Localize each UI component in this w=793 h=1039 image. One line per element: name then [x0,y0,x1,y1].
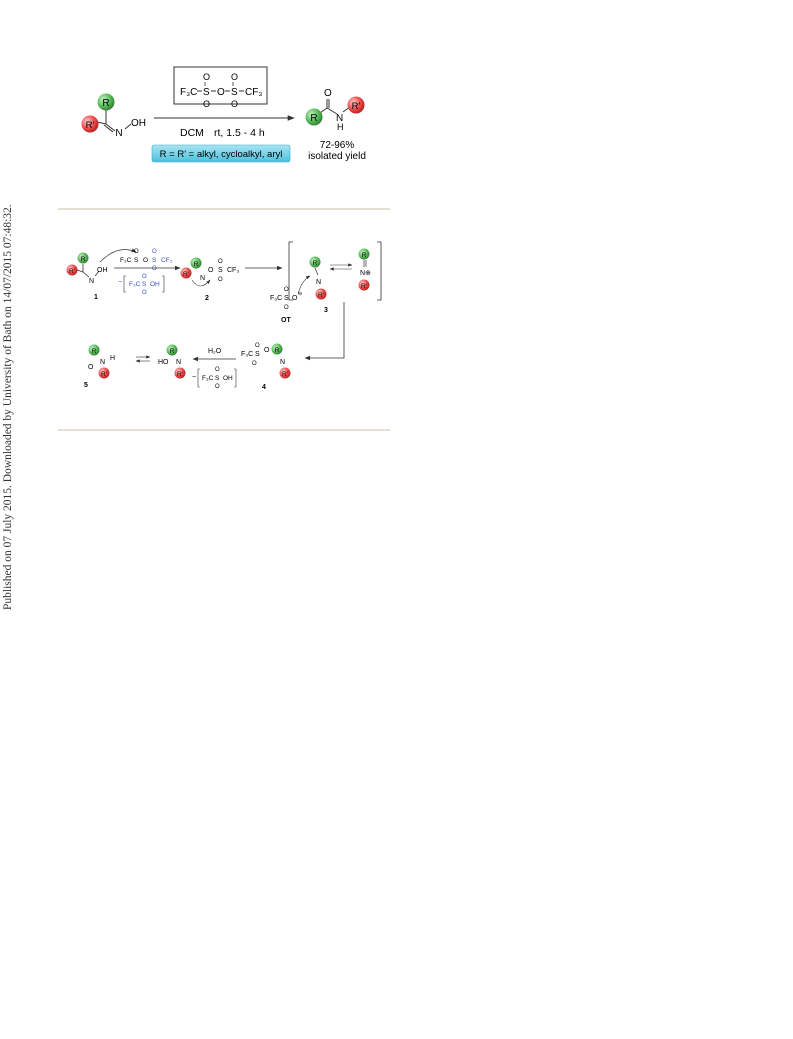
svg-text:N: N [316,279,322,286]
svg-text:R': R' [282,371,288,378]
n-label: N [115,128,123,139]
svg-text:S: S [231,87,238,98]
r-prime-label: R' [85,120,95,131]
label-2: 2 [205,295,209,302]
svg-text:S: S [203,87,210,98]
compound-2 [181,258,240,303]
svg-text:O: O [142,274,147,280]
svg-text:F₃C: F₃C [270,295,283,302]
svg-text:O: O [215,384,220,390]
svg-text:R: R [193,261,199,268]
svg-text:R': R' [101,371,107,378]
solvent-label: DCM [180,127,204,139]
svg-text:S: S [218,267,223,274]
product-h-label: H [337,122,344,132]
svg-text:R': R' [69,268,75,275]
reagent-box [174,67,267,104]
svg-text:R: R [169,348,175,355]
svg-text:S: S [215,375,220,382]
svg-text:R: R [361,252,367,259]
scheme2-mechanism [67,242,382,391]
svg-text:F₃C: F₃C [241,351,254,358]
scope-text: R = R' = alkyl, cycloalkyl, aryl [159,149,283,160]
svg-text:R': R' [351,101,361,112]
compound-4 [241,343,291,391]
svg-text:O: O [134,249,139,255]
svg-text:O: O [284,305,289,311]
svg-text:R': R' [183,271,189,278]
svg-text:O: O [88,364,94,371]
svg-text:HO: HO [158,359,169,366]
r-label: R [102,98,110,109]
byproduct-tfoh-2 [192,367,236,390]
svg-text:H: H [110,355,116,362]
svg-text:O: O [218,277,223,283]
svg-text:−: − [118,279,123,286]
svg-text:N: N [89,278,95,285]
label-4: 4 [262,384,266,391]
svg-text:R: R [80,256,86,263]
svg-text:O: O [292,295,298,302]
label-ot: OT [281,317,291,324]
svg-text:OH: OH [150,281,160,288]
svg-text:O: O [215,367,220,373]
svg-text:S: S [284,295,289,302]
svg-text:O: O [152,249,157,255]
svg-text:S: S [152,257,157,264]
svg-text:F₃C: F₃C [129,281,141,288]
svg-text:O: O [152,266,157,272]
byproduct-tfoh-1 [118,274,164,296]
svg-text:N: N [100,359,106,366]
svg-text:−: − [192,374,197,381]
triflic-anhydride-reagent [174,67,267,109]
svg-text:CF₃: CF₃ [227,267,240,274]
product-n-label: N [336,113,344,124]
svg-text:O: O [218,259,223,265]
yield-label: isolated yield [308,151,366,162]
imidic-acid [158,345,186,379]
temp-time-label: rt, 1.5 - 4 h [214,127,265,139]
svg-text:F₃C: F₃C [120,257,132,264]
product-amide [306,88,365,132]
svg-text:S: S [142,281,147,288]
product-o-label: O [324,88,332,99]
svg-text:N: N [176,359,182,366]
svg-text:R': R' [318,292,324,299]
substrate-oxime [82,94,147,140]
svg-text:CF₃: CF₃ [161,257,173,264]
oh-label: OH [131,118,146,129]
compound-3 [310,257,329,315]
svg-text:O: O [252,361,257,367]
svg-text:R: R [310,113,318,124]
svg-text:O: O [264,347,270,354]
svg-text:O: O [231,99,239,109]
svg-text:O: O [231,72,239,82]
svg-text:O: O [284,287,289,293]
yield-range: 72-96% [319,140,355,151]
svg-text:O: O [208,267,214,274]
svg-text:S: S [134,257,139,264]
svg-text:CF₃: CF₃ [245,87,263,98]
svg-text:O: O [255,343,260,349]
tf2o-reagent [120,249,173,272]
svg-text:S: S [255,351,260,358]
svg-text:O: O [143,257,149,264]
svg-text:⊖: ⊖ [298,291,303,297]
svg-text:N⊕: N⊕ [360,270,371,277]
scheme1 [82,67,366,162]
svg-text:N: N [200,275,206,282]
svg-text:O: O [203,99,211,109]
svg-text:R': R' [361,283,367,290]
svg-text:OH: OH [223,375,233,382]
svg-text:R: R [312,260,318,267]
svg-text:R: R [274,347,280,354]
svg-text:N: N [280,359,286,366]
compound-5 [84,345,115,390]
water-label: H₂O [208,348,222,355]
label-5: 5 [84,382,88,389]
svg-text:F₃C: F₃C [180,87,198,98]
label-3: 3 [324,307,328,314]
svg-text:O: O [142,290,147,296]
svg-text:O: O [217,87,225,98]
svg-text:R: R [91,348,97,355]
svg-text:R': R' [177,371,183,378]
svg-text:O: O [203,72,211,82]
svg-text:F₃C: F₃C [202,375,214,382]
svg-text:OH: OH [97,267,108,274]
label-1: 1 [94,294,98,301]
nitrilium-ion [359,249,372,291]
